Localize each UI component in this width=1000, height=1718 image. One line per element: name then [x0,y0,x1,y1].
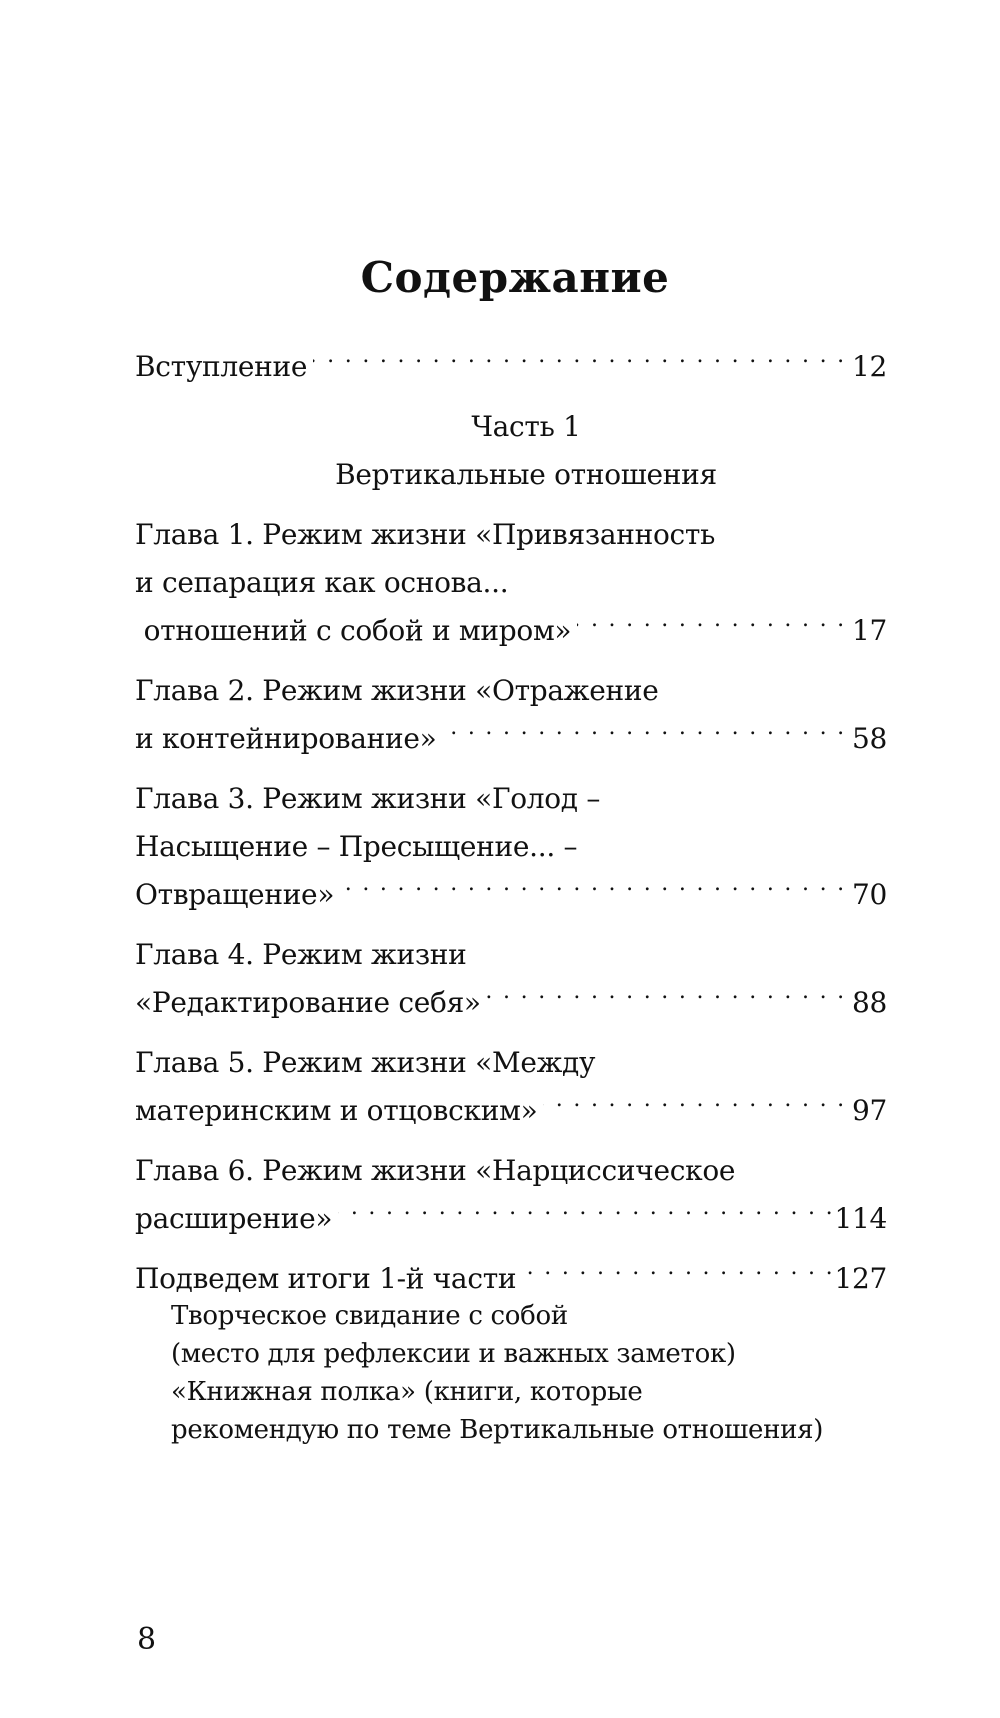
toc-entry-line: «Редактирование себя» [135,986,481,1019]
part-heading [135,403,887,499]
toc-entry-line: Глава 3. Режим жизни «Голод – [135,782,601,815]
toc-entry-line: Глава 1. Режим жизни «Привязанность [135,518,716,551]
toc-entry-line: Насыщение – Пресыщение... – [135,830,578,863]
sub-item-bookshelf[interactable]: «Книжная полка» (книги, которые [171,1377,643,1407]
summary-sub-items [135,1297,887,1449]
dot-leader [522,1260,834,1288]
toc-entry-line: Глава 6. Режим жизни «Нарциссическое [135,1154,736,1187]
toc-entry-line: и сепарация как основа... [135,566,509,599]
toc-entry-chapter-3[interactable] [135,775,887,919]
dot-leader [340,876,846,904]
toc-entry-line: Глава 4. Режим жизни [135,938,467,971]
toc-page-number: 17 [851,614,887,647]
toc-entry-title: Вступление [135,350,308,383]
toc-entry-line: расширение» [135,1202,333,1235]
part-label: Часть 1 [471,410,581,443]
page-number-footer: 8 [137,1622,157,1657]
table-of-contents [135,343,887,1449]
toc-entry-chapter-5[interactable] [135,1039,887,1135]
toc-page-number: 114 [834,1202,887,1235]
toc-entry-line: Отвращение» [135,878,335,911]
toc-page-number: 97 [851,1094,887,1127]
dot-leader [577,612,846,640]
dot-leader [487,984,846,1012]
dot-leader [338,1200,834,1228]
toc-entry-chapter-1[interactable] [135,511,887,655]
dot-leader [543,1092,846,1120]
toc-page-number: 127 [834,1262,887,1295]
toc-entry-chapter-6[interactable] [135,1147,887,1243]
toc-entry-chapter-4[interactable] [135,931,887,1027]
toc-page-number: 12 [851,350,887,383]
toc-page-number: 88 [851,986,887,1019]
toc-entry-line: Глава 5. Режим жизни «Между [135,1046,596,1079]
toc-page-number: 58 [851,722,887,755]
toc-entry-intro[interactable] [135,343,887,391]
sub-item-bookshelf-note: рекомендую по теме Вертикальные отношения) [171,1415,824,1445]
toc-page-number: 70 [851,878,887,911]
part-subtitle: Вертикальные отношения [335,458,717,491]
toc-entry-line: материнским и отцовским» [135,1094,538,1127]
page-title: Содержание [360,253,670,302]
toc-entry-line: отношений с собой и миром» [135,614,572,647]
toc-entry-title: Подведем итоги 1-й части [135,1262,517,1295]
toc-entry-line: Глава 2. Режим жизни «Отражение [135,674,659,707]
dot-leader [443,720,846,748]
toc-entry-summary[interactable] [135,1255,887,1303]
toc-entry-line: и контейнирование» [135,722,437,755]
dot-leader [313,348,846,376]
sub-item-creative-date[interactable]: Творческое свидание с собой [171,1301,568,1331]
sub-item-creative-date-note: (место для рефлексии и важных заметок) [171,1339,736,1369]
toc-entry-chapter-2[interactable] [135,667,887,763]
